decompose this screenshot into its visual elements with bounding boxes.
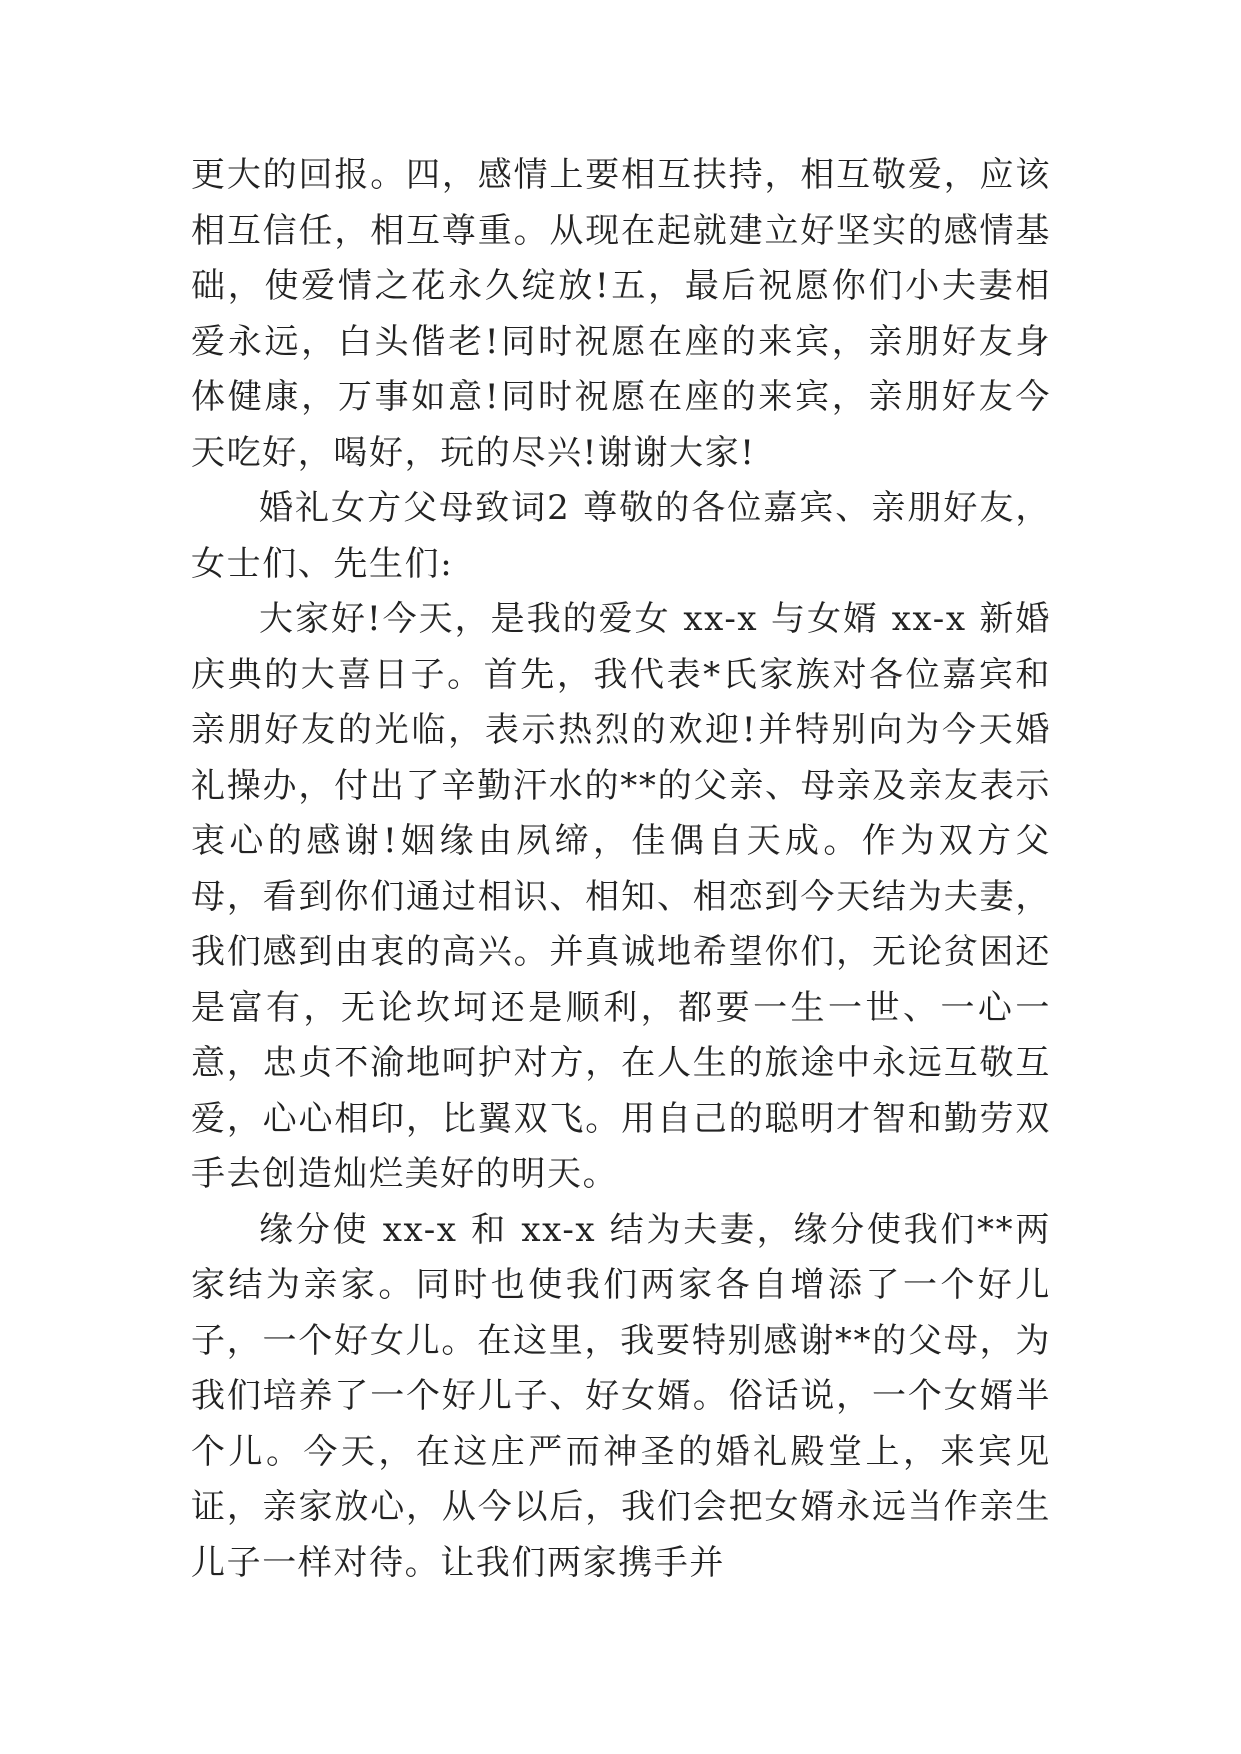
document-body [191, 148, 1051, 1591]
paragraph-heading-greeting: 婚礼女方父母致词2 尊敬的各位嘉宾、亲朋好友，女士们、先生们: [191, 488, 1051, 584]
paragraph-continuation: 更大的回报。四，感情上要相互扶持，相互敬爱，应该相互信任，相互尊重。从现在起就建立好坚实的感情基础，使爱情之花永久绽放!五，最后祝愿你们小夫妻相爱永远，白头偕老!同时祝愿在座的来宾，亲朋好友身体健康，万事如意!同时祝愿在座的来宾，亲朋好友今天吃好，喝好，玩的尽兴!谢谢大家! [191, 155, 1051, 473]
paragraph-family-union: 缘分使 xx-x 和 xx-x 结为夫妻，缘分使我们**两家结为亲家。同时也使我们两家各自增添了一个好儿子，一个好女儿。在这里，我要特别感谢**的父母，为我们培养了一个好儿子、好女婿。俗话说，一个女婿半个儿。今天，在这庄严而神圣的婚礼殿堂上，来宾见证，亲家放心，从今以后，我们会把女婿永远当作亲生儿子一样对待。让我们两家携手并 [191, 1209, 1051, 1583]
paragraph-welcome: 大家好!今天，是我的爱女 xx-x 与女婿 xx-x 新婚庆典的大喜日子。首先，我代表*氏家族对各位嘉宾和亲朋好友的光临，表示热烈的欢迎!并特别向为今天婚礼操办，付出了辛勤汗水的**的父亲、母亲及亲友表示衷心的感谢!姻缘由夙缔，佳偶自天成。作为双方父母，看到你们通过相识、相知、相恋到今天结为夫妻，我们感到由衷的高兴。并真诚地希望你们，无论贫困还是富有，无论坎坷还是顺利，都要一生一世、一心一意，忠贞不渝地呵护对方，在人生的旅途中永远互敬互爱，心心相印，比翼双飞。用自己的聪明才智和勤劳双手去创造灿烂美好的明天。 [191, 599, 1051, 1194]
